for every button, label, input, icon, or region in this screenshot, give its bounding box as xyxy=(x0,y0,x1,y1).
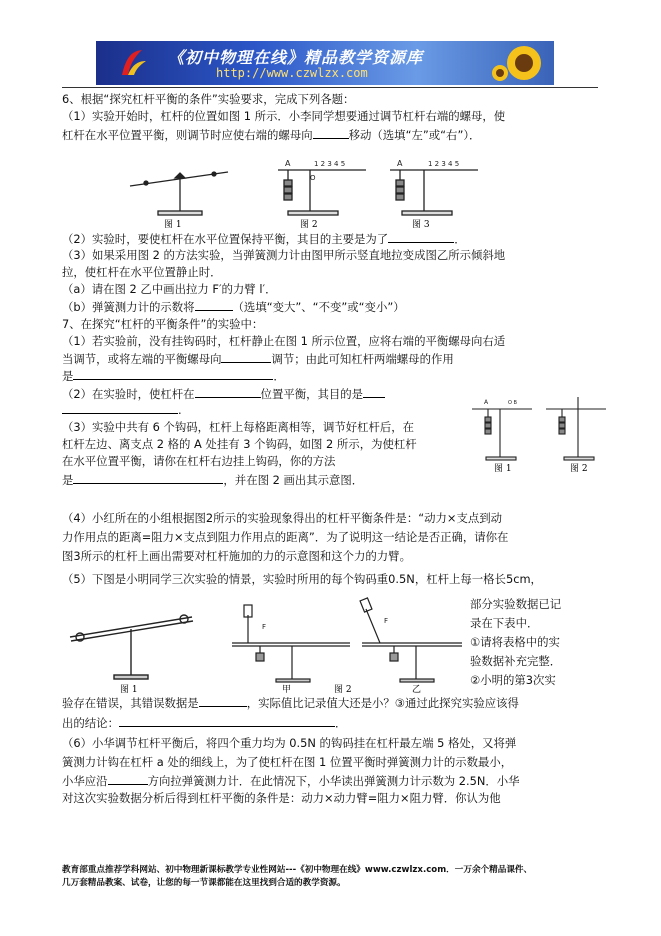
q6-answer-blank-3[interactable] xyxy=(195,299,233,311)
q7-p1c-text: 是 xyxy=(62,369,74,383)
q7-p5-line1: （5）下图是小明同学三次实验的情景，实验时所用的每个钩码重0.5N，杠杆上每一格长5cm， xyxy=(62,572,542,586)
q6-figure-2 xyxy=(278,159,366,215)
svg-text:F: F xyxy=(262,623,267,631)
q7-answer-blank-2[interactable] xyxy=(73,368,273,380)
q7-p3-line3: 在水平位置平衡，请你在杠杆右边挂上钩码，你的方法 xyxy=(62,454,336,468)
q7-p2-text: （2）在实验时，使杠杆在 xyxy=(62,387,195,401)
q7-p3-line2: 杠杆左边、离支点 2 格的 A 处挂有 3 个钩码，如图 2 所示，为使杠杆 xyxy=(62,437,417,451)
q7-p2-line2 xyxy=(62,402,182,418)
page-footer xyxy=(62,864,602,890)
q6-heading: 6、根据“探究杠杆平衡的条件”实验要求，完成下列各题： xyxy=(62,92,355,106)
q6-p3-b xyxy=(62,299,405,315)
q7-fig1-caption: 图 1 xyxy=(494,464,512,473)
q7-p4-line1: （4）小红所在的小组根据图2所示的实验现象得出的杠杆平衡条件是：“动力×支点到动 xyxy=(62,511,503,525)
q6-p2-text: （2）实验时，要使杠杆在水平位置保持平衡，其目的主要是为了 xyxy=(62,232,389,246)
q7-part5-figure xyxy=(66,595,466,695)
q6-p3-line1: （3）如果采用图 2 的方法实验，当弹簧测力计由图甲所示竖直地拉变成图乙所示倾斜地 xyxy=(62,248,506,262)
q7-answer-blank-4[interactable] xyxy=(363,386,385,398)
q7-p5-side-4: 验数据补充完整． xyxy=(470,654,562,668)
q7-p5-side-3: ①请将表格中的实 xyxy=(470,635,560,649)
q7-figure-1 xyxy=(472,399,532,460)
footer-line-1: 教育部重点推荐学科网站、初中物理新课标教学专业性网站---《初中物理在线》www.czwlzx.com．一万余个精品课件、 xyxy=(62,865,533,875)
q7-p4-line2: 力作用点的距离=阻力×支点到阻力作用点的距离”．为了说明这一结论是否正确，请你在 xyxy=(62,530,509,544)
q7-p5-figure-yi xyxy=(360,598,462,682)
q7-lever-figures xyxy=(470,395,610,473)
q7-p5-line-h xyxy=(62,715,346,731)
q6-p1-text-end: 移动（选填“左”或“右”）． xyxy=(348,128,481,142)
q7-answer-blank-3[interactable] xyxy=(195,386,261,398)
q6-figure-3 xyxy=(390,159,478,215)
q7-p6-line2: 簧测力计钩在杠杆 a 处的细线上，为了使杠杆在图 1 位置平衡时弹簧测力计的示数最小， xyxy=(62,755,513,769)
q7-p5-yi-caption: 乙 xyxy=(412,685,422,695)
q7-p5-side-2: 录在下表中． xyxy=(470,616,539,630)
svg-text:O: O xyxy=(310,174,316,182)
q7-p1-text-end: 调节；由此可知杠杆两端螺母的作用 xyxy=(271,352,454,366)
q7-p2-line1 xyxy=(62,386,385,402)
q7-p5-jia-caption: 甲 xyxy=(282,685,292,695)
footer-line-2: 几万套精品教案、试卷，让您的每一节课都能在这里找到合适的教学资源。 xyxy=(62,878,346,888)
q6-p3-a: （a）请在图 2 乙中画出拉力 F′的力臂 l′． xyxy=(62,282,277,296)
site-logo-icon xyxy=(118,47,148,79)
q7-p5h-text-end: ． xyxy=(334,716,347,730)
q6-p1-line2 xyxy=(62,127,480,143)
q7-p1-line3 xyxy=(62,368,285,384)
svg-text:A: A xyxy=(484,399,489,406)
q6-lever-figures xyxy=(128,156,488,230)
q6-figure-1 xyxy=(130,172,228,215)
q7-p3-line4 xyxy=(62,472,363,488)
q7-answer-blank-5[interactable] xyxy=(62,402,178,414)
q7-fig2-caption: 图 2 xyxy=(570,464,588,473)
q7-p1-text: 当调节，或将左端的平衡螺母向 xyxy=(62,352,222,366)
q7-figure-2 xyxy=(546,397,606,460)
q6-fig1-caption: 图 1 xyxy=(164,220,182,230)
q7-answer-blank-8[interactable] xyxy=(119,715,335,727)
q6-fig2-caption: 图 2 xyxy=(300,220,318,230)
q7-p5g-text-end: ，实际值比记录值大还是小？③通过此探究实验应该得 xyxy=(246,696,519,710)
q7-answer-blank-6[interactable] xyxy=(73,472,223,484)
q7-p6c-text: 小华应沿 xyxy=(62,774,108,788)
q7-answer-blank-9[interactable] xyxy=(108,773,148,785)
svg-text:F: F xyxy=(384,617,389,625)
q7-p6c-text-end: 方向拉弹簧测力计．在此情况下，小华读出弹簧测力计示数为 2.5N．小华 xyxy=(147,774,520,788)
q7-p3d-text: 是 xyxy=(62,473,74,487)
q7-answer-blank-7[interactable] xyxy=(199,695,247,707)
q7-p3d-text-end: ，并在图 2 画出其示意图． xyxy=(223,473,364,487)
q7-heading: 7、在探究“杠杆的平衡条件”的实验中： xyxy=(62,317,264,331)
svg-text:O B: O B xyxy=(508,400,517,406)
q7-p5-fig2-caption: 图 2 xyxy=(334,685,352,695)
q7-p6-line1: （6）小华调节杠杆平衡后，将四个重力均为 0.5N 的钩码挂在杠杆最左端 5 格处，又将弹 xyxy=(62,736,517,750)
q7-p4-line3: 图3所示的杠杆上画出需要对杠杆施加的力的示意图和这个力的力臂。 xyxy=(62,549,411,563)
q6-p1-text: 杠杆在水平位置平衡，则调节时应使右端的螺母向 xyxy=(62,128,313,142)
q7-p5-side-1: 部分实验数据已记 xyxy=(470,597,562,611)
q6-p1-line1: （1）实验开始时，杠杆的位置如图 1 所示．小李同学想要通过调节杠杆右端的螺母，使 xyxy=(62,109,506,123)
svg-text:1 2 3 4 5: 1 2 3 4 5 xyxy=(428,160,460,168)
q7-answer-blank-1[interactable] xyxy=(221,351,271,363)
q6-p2-text-end: ． xyxy=(454,232,466,246)
q7-p6-line4: 对这次实验数据分析后得到杠杆平衡的条件是：动力×动力臂=阻力×阻力臂．你认为他 xyxy=(62,791,501,805)
q7-p2-text-mid: 位置平衡，其目的是 xyxy=(260,387,364,401)
q7-p5-side-5: ②小明的第3次实 xyxy=(470,673,556,687)
q7-p1-line2 xyxy=(62,351,454,367)
header-banner xyxy=(96,41,554,85)
q6-p2 xyxy=(62,231,466,247)
q7-p5-figure-jia xyxy=(232,605,350,682)
q6-p3b-text: （b）弹簧测力计的示数将 xyxy=(62,300,195,314)
svg-text:1 2 3 4 5: 1 2 3 4 5 xyxy=(314,160,346,168)
q7-p5h-text: 出的结论： xyxy=(62,716,119,730)
q7-p5-line-g xyxy=(62,695,519,711)
q7-p5g-text: 验存在错误，其错误数据是 xyxy=(62,696,199,710)
header-rule xyxy=(62,87,598,88)
svg-text:A: A xyxy=(285,159,291,168)
q7-p3-line1: （3）实验中共有 6 个钩码，杠杆上每格距离相等，调节好杠杆后，在 xyxy=(62,420,415,434)
q6-answer-blank-1[interactable] xyxy=(313,127,349,139)
q7-p6-line3 xyxy=(62,773,520,789)
sunflower-icon xyxy=(488,43,548,83)
banner-url: http://www.czwlzx.com xyxy=(216,66,368,80)
banner-title: 《初中物理在线》精品教学资源库 xyxy=(168,48,424,67)
q6-p3-line2: 拉，使杠杆在水平位置静止时． xyxy=(62,265,222,279)
q7-p2-text-end: . xyxy=(178,403,182,417)
q6-answer-blank-2[interactable] xyxy=(388,231,454,243)
q7-p1-line1: （1）若实验前，没有挂钩码时，杠杆静止在图 1 所示位置，应将右端的平衡螺母向右适 xyxy=(62,334,506,348)
q6-p3b-text-end: （选填“变大”、“不变”或“变小”） xyxy=(232,300,405,314)
q7-p5-figure-1 xyxy=(70,615,193,679)
q6-fig3-caption: 图 3 xyxy=(412,220,430,230)
svg-text:A: A xyxy=(397,159,403,168)
q7-p5-fig1-caption: 图 1 xyxy=(120,685,138,695)
q7-p1c-text-end: ． xyxy=(273,369,285,383)
